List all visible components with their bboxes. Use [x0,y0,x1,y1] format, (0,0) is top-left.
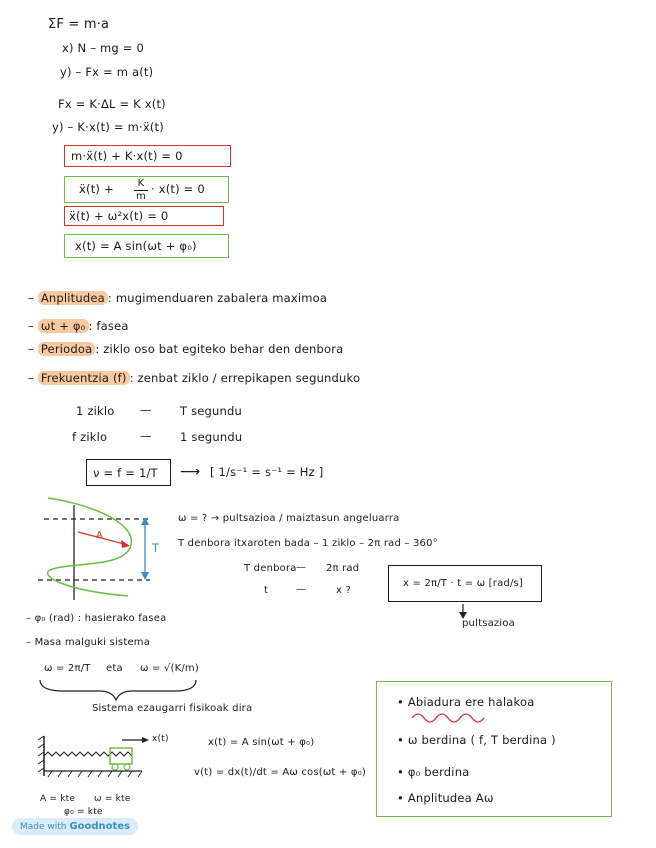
oscillation-diagram [38,498,150,600]
frequency-units: [ 1/s⁻¹ = s⁻¹ = Hz ] [210,465,324,479]
definition-phase: – ωt + φ₀ : fasea [28,319,129,333]
eta-word: eta [106,663,123,674]
note-item-1: • Abiadura ere halakoa [397,695,535,709]
y-substituted: y) – K·x(t) = m·ẍ(t) [52,120,164,134]
definition-phase-text: : fasea [88,319,129,333]
dash-3: — [296,562,307,573]
watermark-prefix: Made with [20,822,67,832]
term-period: Periodoa [38,342,96,356]
omega-row-b-left: t [264,585,269,596]
term-amplitude: Anplitudea [38,291,108,305]
definition-period: – Periodoa : ziklo oso bat egiteko behar den denbora [28,342,344,356]
arrow-right-icon: ⟶ [180,464,201,480]
dash-2: — [140,429,152,443]
cycles-row1-left: 1 ziklo [76,404,115,418]
spring-system-diagram [38,736,149,777]
spring-displacement-label: x(t) [152,734,169,744]
dash-4: — [296,584,307,595]
constant-phase: φ₀ = kte [64,807,103,817]
omega-row-a-left: T denbora [244,563,297,574]
goodnotes-watermark [12,818,138,835]
omega-period-formula: ω = 2π/T [44,663,91,674]
note-item-3: • φ₀ berdina [397,765,470,779]
cycles-row2-left: f ziklo [72,430,108,444]
frequency-formula: ν = f = 1/T [93,466,158,480]
definition-frequency-text: : zenbat ziklo / errepikapen segunduko [129,371,361,385]
omega-definition: ω = ? → pultsazioa / maiztasun angeluarra [178,513,400,524]
dash-1: — [140,403,152,417]
summary-note-box [376,681,612,817]
omega-km-formula: ω = √(K/m) [140,663,199,674]
cycles-row1-right: T segundu [180,404,243,418]
box-equation-2-pre: ẍ(t) + [79,182,114,196]
note-item-2-text: ω berdina ( f, T berdina ) [407,733,556,747]
definition-period-text: : ziklo oso bat egiteko behar den denbora [95,342,344,356]
term-frequency: Frekuentzia (f) [38,371,130,385]
diagram-amplitude-label: A [96,530,104,541]
definition-frequency: – Frekuentzia (f) : zenbat ziklo / errepikapen segunduko [28,371,361,385]
omega-row-a-right: 2π rad [326,563,360,574]
box-equation-1-text: m·ẍ(t) + K·x(t) = 0 [71,149,183,163]
position-equation: x(t) = A sin(ωt + φ₀) [208,737,315,748]
note-item-2: • ω berdina ( f, T berdina ) [397,733,556,747]
omega-period-line: T denbora itxaroten bada – 1 ziklo – 2π rad – 360° [178,538,438,549]
omega-formula: x = 2π/T · t = ω [rad/s] [403,578,524,589]
box-equation-2-denominator: m [136,191,146,202]
y-equation: y) – Fx = m a(t) [60,65,154,79]
note-item-4-text: Anplitudea Aω [407,791,494,805]
definition-amplitude: – Anplitudea : mugimenduaren zabalera maximoa [28,291,328,305]
box-equation-4-text: x(t) = A sin(ωt + φ₀) [75,239,197,253]
x-equation: x) N – mg = 0 [62,41,144,55]
term-phase: ωt + φ₀ [38,319,89,333]
cycles-row2-right: 1 segundu [180,430,243,444]
newton-law: ΣF = m·a [48,17,110,32]
constant-omega: ω = kte [94,794,131,804]
omega-formula-box [388,565,542,602]
hooke-law: Fx = K·ΔL = K x(t) [58,97,166,111]
box-equation-3-text: ẍ(t) + ω²x(t) = 0 [69,209,169,223]
brace-caption: Sistema ezaugarri fisikoak dira [92,703,253,714]
box-equation-2-post: · x(t) = 0 [151,182,205,196]
pulsation-label: pultsazioa [462,618,515,629]
mass-spring-system: – Masa malguki sistema [26,637,151,648]
box-equation-2-numerator: K [137,178,145,189]
note-item-1-text: Abiadura ere halakoa [407,695,535,709]
note-item-4: • Anplitudea Aω [397,791,494,805]
watermark-brand: Goodnotes [69,821,130,832]
constant-amplitude: A = kte [40,794,76,804]
omega-row-b-right: x ? [336,585,352,596]
diagram-period-label: T [152,541,160,555]
note-item-3-text: φ₀ berdina [407,765,470,779]
definition-amplitude-text: : mugimenduaren zabalera maximoa [107,291,328,305]
velocity-equation: v(t) = dx(t)/dt = Aω cos(ωt + φ₀) [194,767,367,778]
initial-phase: – φ₀ (rad) : hasierako fasea [26,613,167,624]
